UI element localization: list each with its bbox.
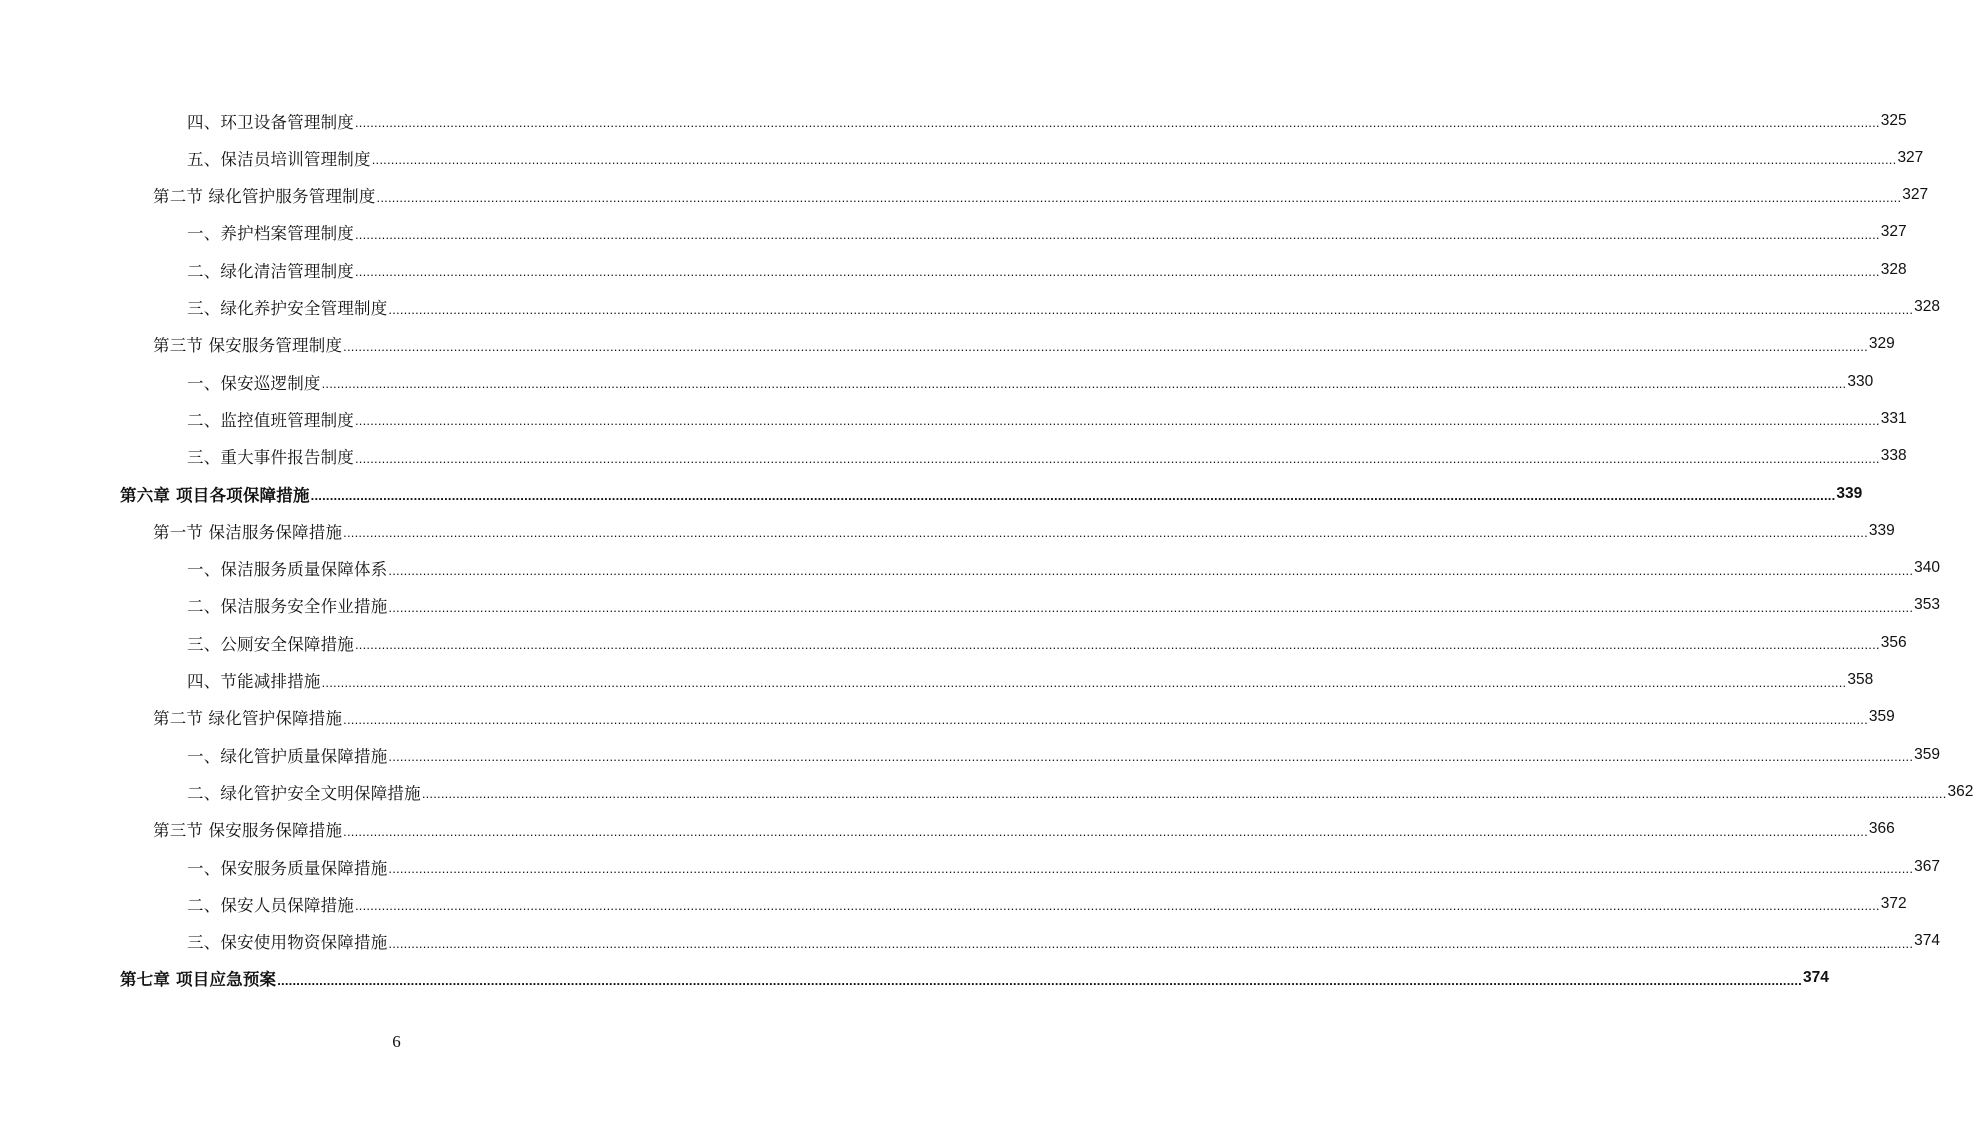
toc-entry-page: 359	[1868, 708, 1895, 726]
toc-entry-page: 372	[1880, 894, 1907, 912]
toc-entry-page: 328	[1914, 298, 1941, 315]
toc-entry[interactable]	[153, 699, 1895, 736]
toc-dot-leader: ................................................................................................................................................................................................................................................................................................................................................................................................................	[321, 674, 1847, 690]
toc-entry-page: 340	[1914, 559, 1941, 577]
toc-dot-leader: ................................................................................................................................................................................................................................................................................................................................................................................................................	[421, 786, 1947, 802]
toc-entry[interactable]	[187, 550, 1941, 587]
toc-dot-leader: ................................................................................................................................................................................................................................................................................................................................................................................................................	[355, 115, 1880, 130]
toc-dot-leader: ................................................................................................................................................................................................................................................................................................................................................................................................................	[343, 525, 1868, 541]
toc-entry-title: 二、绿化管护安全文明保障措施	[187, 783, 421, 803]
toc-entry-page: 353	[1914, 596, 1941, 614]
toc-entry-title: 二、绿化清洁管理制度	[187, 261, 354, 281]
toc-entry-page: 367	[1914, 857, 1941, 875]
toc-entry[interactable]	[187, 587, 1941, 624]
toc-entry-page: 339	[1836, 484, 1863, 502]
toc-entry[interactable]	[153, 326, 1895, 363]
toc-entry-title: 第三节 保安服务保障措施	[153, 821, 343, 841]
toc-entry[interactable]	[187, 214, 1907, 251]
toc-entry-title: 第三节 保安服务管理制度	[153, 336, 343, 356]
toc-entry[interactable]	[187, 251, 1907, 288]
toc-entry[interactable]	[187, 662, 1874, 699]
toc-entry-title: 三、保安使用物资保障措施	[187, 933, 388, 953]
toc-entry-page: 339	[1868, 521, 1895, 539]
toc-entry[interactable]	[120, 960, 1829, 997]
toc-entry-title: 一、养护档案管理制度	[187, 224, 354, 244]
toc-dot-leader: ................................................................................................................................................................................................................................................................................................................................................................................................................	[388, 599, 1914, 615]
toc-entry-page: 362	[1947, 782, 1973, 800]
toc-entry-title: 第二节 绿化管护服务管理制度	[153, 187, 376, 207]
toc-dot-leader: ................................................................................................................................................................................................................................................................................................................................................................................................................	[388, 861, 1914, 876]
toc-entry[interactable]	[187, 923, 1941, 960]
toc-entry-title: 二、保安人员保障措施	[187, 895, 354, 915]
toc-dot-leader: ................................................................................................................................................................................................................................................................................................................................................................................................................	[355, 637, 1880, 653]
toc-dot-leader: ................................................................................................................................................................................................................................................................................................................................................................................................................	[388, 562, 1914, 578]
toc-entry[interactable]	[187, 438, 1907, 475]
toc-entry-title: 五、保洁员培训管理制度	[187, 149, 371, 169]
toc-entry[interactable]	[187, 773, 1973, 810]
toc-entry-page: 358	[1847, 671, 1874, 688]
toc-dot-leader: ................................................................................................................................................................................................................................................................................................................................................................................................................	[355, 413, 1880, 429]
toc-dot-leader: ................................................................................................................................................................................................................................................................................................................................................................................................................	[388, 749, 1914, 765]
toc-entry-page: 374	[1914, 932, 1941, 950]
toc-entry-title: 一、保安服务质量保障措施	[187, 858, 388, 878]
toc-entry-title: 第六章 项目各项保障措施	[120, 485, 310, 505]
toc-dot-leader: ................................................................................................................................................................................................................................................................................................................................................................................................................	[343, 823, 1868, 839]
toc-dot-leader: ................................................................................................................................................................................................................................................................................................................................................................................................................	[355, 264, 1880, 280]
toc-entry[interactable]	[187, 289, 1941, 326]
toc-dot-leader: ................................................................................................................................................................................................................................................................................................................................................................................................................	[371, 152, 1897, 168]
toc-entry-page: 356	[1880, 633, 1907, 651]
toc-dot-leader: ................................................................................................................................................................................................................................................................................................................................................................................................................	[343, 338, 1868, 354]
toc-entry-page: 327	[1880, 223, 1907, 241]
toc-entry-title: 四、节能减排措施	[187, 672, 321, 691]
toc-entry-page: 329	[1868, 335, 1895, 353]
toc-entry-title: 一、保安巡逻制度	[187, 373, 321, 393]
toc-dot-leader: ................................................................................................................................................................................................................................................................................................................................................................................................................	[355, 450, 1880, 466]
page-number: 6	[392, 1032, 401, 1051]
toc-entry-page: 328	[1880, 260, 1907, 278]
toc-dot-leader: ................................................................................................................................................................................................................................................................................................................................................................................................................	[321, 376, 1847, 392]
toc-entry[interactable]	[187, 139, 1924, 176]
toc-dot-leader: ................................................................................................................................................................................................................................................................................................................................................................................................................	[355, 898, 1880, 914]
toc-entry[interactable]	[187, 102, 1907, 139]
toc-entry-page: 338	[1880, 447, 1907, 465]
toc-dot-leader: ................................................................................................................................................................................................................................................................................................................................................................................................................	[388, 301, 1914, 317]
toc-entry-page: 359	[1914, 745, 1941, 763]
toc-entry-page: 331	[1880, 409, 1907, 427]
toc-entry[interactable]	[187, 736, 1941, 773]
toc-entry[interactable]	[153, 512, 1895, 549]
toc-dot-leader: ................................................................................................................................................................................................................................................................................................................................................................................................................	[343, 711, 1868, 727]
toc-entry-page: 366	[1868, 820, 1895, 838]
toc-entry-title: 二、监控值班管理制度	[187, 410, 354, 430]
toc-entry[interactable]	[187, 363, 1874, 400]
toc-entry[interactable]	[120, 475, 1863, 512]
toc-entry-page: 374	[1802, 969, 1829, 987]
toc-dot-leader: ................................................................................................................................................................................................................................................................................................................................................................................................................	[376, 189, 1902, 205]
toc-entry-title: 三、公厕安全保障措施	[187, 634, 354, 654]
toc-entry-title: 三、重大事件报告制度	[187, 448, 354, 468]
toc-entry[interactable]	[153, 811, 1895, 848]
toc-entry-page: 330	[1847, 372, 1874, 390]
toc-entry-title: 第二节 绿化管护保障措施	[153, 709, 343, 729]
toc-entry-title: 四、环卫设备管理制度	[187, 112, 354, 132]
toc-entry[interactable]	[153, 177, 1929, 214]
toc-entry[interactable]	[187, 848, 1941, 885]
toc-entry[interactable]	[187, 400, 1907, 437]
toc-dot-leader: ................................................................................................................................................................................................................................................................................................................................................................................................................	[310, 488, 1836, 503]
toc-entry-title: 二、保洁服务安全作业措施	[187, 597, 388, 617]
toc-entry-page: 325	[1880, 111, 1907, 129]
toc-dot-leader: ................................................................................................................................................................................................................................................................................................................................................................................................................	[355, 226, 1880, 242]
toc-entry-title: 一、保洁服务质量保障体系	[187, 560, 388, 580]
toc-entry-title: 一、绿化管护质量保障措施	[187, 746, 388, 766]
toc-entry-title: 第一节 保洁服务保障措施	[153, 522, 343, 542]
toc-entry-page: 327	[1902, 186, 1929, 204]
toc-entry[interactable]	[187, 885, 1907, 922]
toc-dot-leader: ................................................................................................................................................................................................................................................................................................................................................................................................................	[277, 972, 1802, 988]
toc-entry-title: 第七章 项目应急预案	[120, 970, 277, 990]
toc-entry[interactable]	[187, 624, 1907, 661]
toc-entry-title: 三、绿化养护安全管理制度	[187, 299, 388, 318]
toc-dot-leader: ................................................................................................................................................................................................................................................................................................................................................................................................................	[388, 935, 1914, 951]
toc-entry-page: 327	[1897, 148, 1924, 166]
